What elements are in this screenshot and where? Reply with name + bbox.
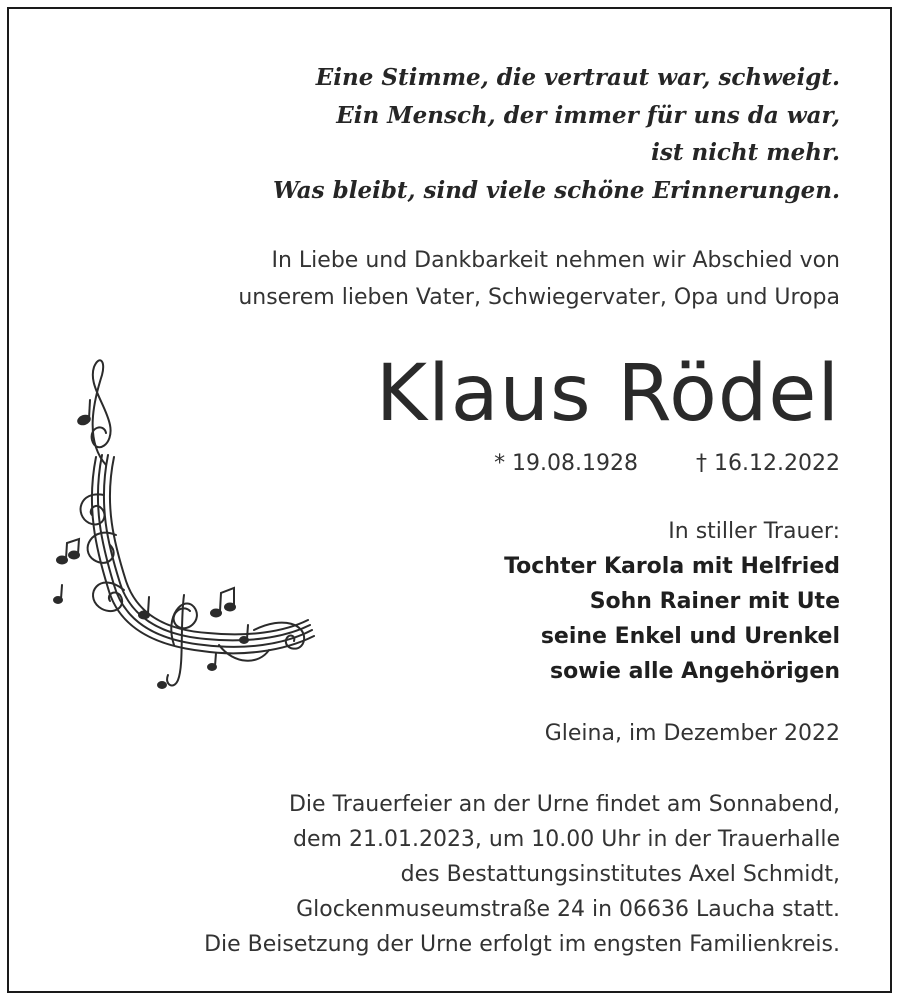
ceremony-line: Glockenmuseumstraße 24 in 06636 Laucha statt. (296, 897, 840, 922)
ceremony-line: dem 21.01.2023, um 10.00 Uhr in der Trauerhalle (293, 827, 840, 852)
mourner-name: Tochter Karola mit Helfried (504, 554, 840, 579)
obituary-notice (7, 7, 892, 993)
mourners (320, 514, 840, 689)
poem-line: Was bleibt, sind viele schöne Erinnerungen. (272, 176, 840, 204)
deceased-name: Klaus Rödel (375, 349, 840, 439)
ceremony-line: Die Beisetzung der Urne erfolgt im engsten Familienkreis. (204, 932, 840, 957)
ceremony-line: Die Trauerfeier an der Urne findet am Sonnabend, (288, 792, 840, 817)
intro-line: unserem lieben Vater, Schwiegervater, Opa und Uropa (238, 285, 840, 310)
ceremony-info (20, 787, 840, 962)
mourners-heading: In stiller Trauer: (668, 519, 840, 544)
mourner-name: seine Enkel und Urenkel (540, 624, 840, 649)
place-date: Gleina, im Dezember 2022 (544, 721, 840, 746)
mourner-name: sowie alle Angehörigen (549, 659, 840, 684)
poem (200, 59, 840, 209)
birth-date: * 19.08.1928 (494, 451, 639, 476)
death-date: † 16.12.2022 (696, 451, 840, 476)
poem-line: ist nicht mehr. (651, 139, 840, 166)
ceremony-line: des Bestattungsinstitutes Axel Schmidt, (400, 862, 840, 887)
intro-text (80, 242, 840, 316)
poem-line: Ein Mensch, der immer für uns da war, (336, 101, 840, 129)
mourner-name: Sohn Rainer mit Ute (589, 589, 840, 614)
poem-line: Eine Stimme, die vertraut war, schweigt. (315, 64, 840, 91)
intro-line: In Liebe und Dankbarkeit nehmen wir Abschied von (271, 248, 840, 273)
life-dates (340, 447, 840, 481)
